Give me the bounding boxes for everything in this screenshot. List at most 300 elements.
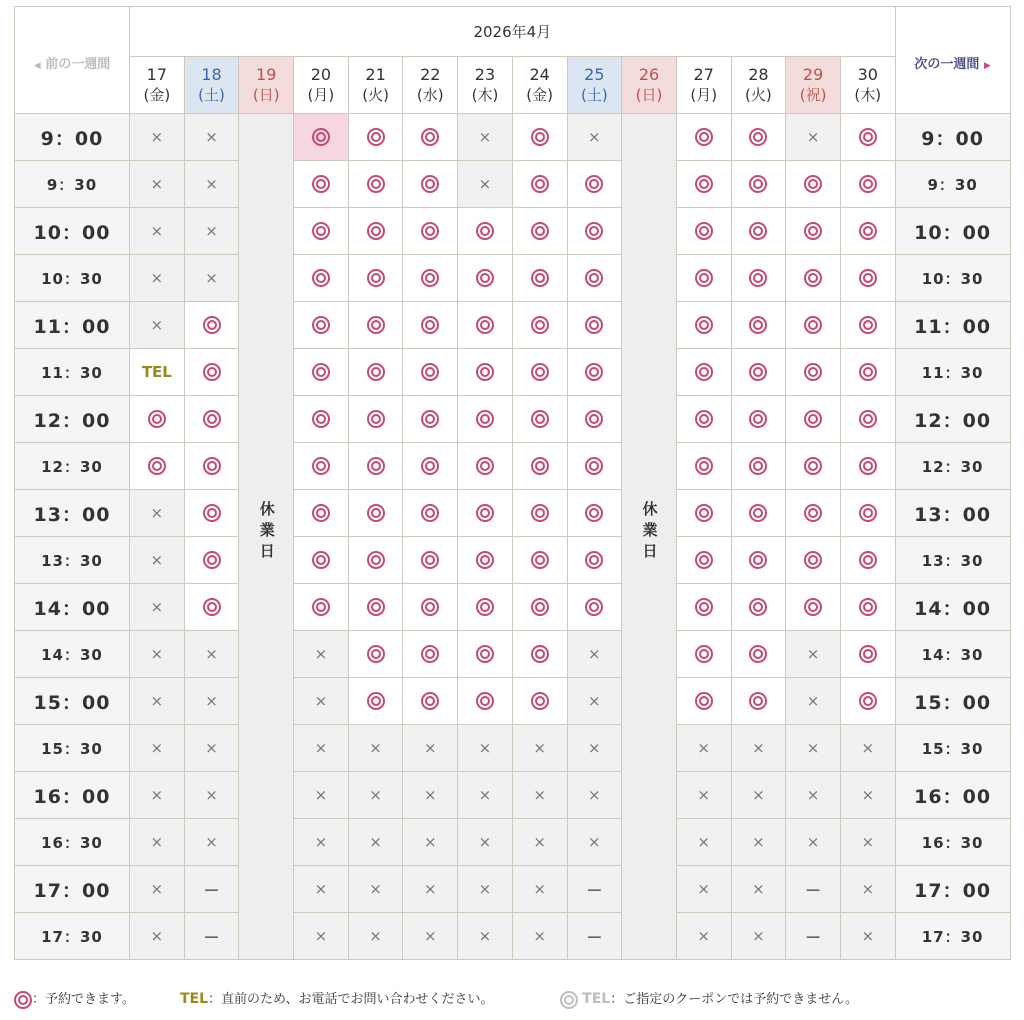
slot-unavailable: × (403, 819, 458, 866)
double-circle-icon (148, 457, 166, 475)
slot-unavailable: × (130, 584, 185, 631)
slot-unavailable: × (403, 866, 458, 913)
slot-unavailable: × (184, 114, 239, 161)
slot-available[interactable] (840, 208, 895, 255)
double-circle-icon (421, 692, 439, 710)
double-circle-icon (804, 222, 822, 240)
time-label-left: 10：00 (15, 208, 130, 255)
slot-available[interactable] (676, 302, 731, 349)
slot-available[interactable] (348, 396, 403, 443)
slot-unavailable: × (130, 819, 185, 866)
slot-available[interactable] (403, 678, 458, 725)
slot-available[interactable] (512, 490, 567, 537)
double-circle-icon (531, 363, 549, 381)
day-of-week: (木) (854, 86, 882, 104)
slot-available[interactable] (458, 208, 513, 255)
slot-available[interactable] (458, 302, 513, 349)
time-slot-grid (15, 114, 1011, 960)
slot-unavailable: × (348, 725, 403, 772)
day-header-29[interactable] (786, 57, 841, 114)
double-circle-icon (585, 551, 603, 569)
slot-available[interactable] (840, 161, 895, 208)
day-header-19[interactable] (239, 57, 294, 114)
day-header-23[interactable] (458, 57, 513, 114)
slot-tel[interactable]: TEL (130, 349, 185, 396)
double-circle-icon (695, 551, 713, 569)
day-header-28[interactable] (731, 57, 786, 114)
slot-available[interactable] (676, 349, 731, 396)
slot-unavailable: × (184, 819, 239, 866)
day-header-18[interactable] (184, 57, 239, 114)
slot-available[interactable] (512, 678, 567, 725)
double-circle-icon (367, 598, 385, 616)
double-circle-icon (804, 269, 822, 287)
slot-unavailable: × (130, 913, 185, 960)
slot-available[interactable] (348, 443, 403, 490)
time-label-left: 15：00 (15, 678, 130, 725)
double-circle-icon (312, 128, 330, 146)
slot-available[interactable] (403, 584, 458, 631)
slot-available[interactable] (731, 255, 786, 302)
slot-available[interactable] (567, 537, 622, 584)
slot-available[interactable] (840, 302, 895, 349)
slot-available[interactable] (567, 396, 622, 443)
slot-available[interactable] (786, 443, 841, 490)
double-circle-icon (859, 363, 877, 381)
time-label-right: 12：30 (895, 443, 1010, 490)
double-circle-icon (695, 175, 713, 193)
day-number: 24 (529, 65, 550, 84)
slot-available[interactable] (403, 255, 458, 302)
time-label-left: 9：30 (15, 161, 130, 208)
day-header-17[interactable] (130, 57, 185, 114)
slot-unavailable: × (130, 631, 185, 678)
double-circle-icon (531, 269, 549, 287)
legend-available (14, 988, 135, 1009)
day-of-week: (日) (635, 86, 663, 104)
slot-available[interactable] (403, 114, 458, 161)
day-header-30[interactable] (840, 57, 895, 114)
slot-available[interactable] (348, 584, 403, 631)
double-circle-icon (421, 175, 439, 193)
slot-unavailable: × (458, 161, 513, 208)
double-circle-icon (749, 410, 767, 428)
slot-available[interactable] (731, 537, 786, 584)
legend-tel-label: TEL (180, 991, 209, 1007)
double-circle-icon (749, 692, 767, 710)
double-circle-icon (531, 222, 549, 240)
slot-available[interactable] (786, 349, 841, 396)
next-week-link[interactable] (914, 53, 990, 72)
double-circle-icon (804, 316, 822, 334)
prev-week-link[interactable] (34, 53, 110, 72)
slot-available[interactable] (786, 396, 841, 443)
double-circle-icon (859, 598, 877, 616)
slot-unavailable: × (184, 631, 239, 678)
day-header-22[interactable] (403, 57, 458, 114)
day-number: 29 (802, 65, 824, 84)
slot-unavailable: × (403, 913, 458, 960)
double-circle-icon (14, 991, 32, 1009)
time-row (15, 161, 1011, 208)
slot-available[interactable] (184, 584, 239, 631)
slot-unavailable: × (130, 537, 185, 584)
slot-available[interactable] (567, 490, 622, 537)
double-circle-icon (585, 222, 603, 240)
slot-available[interactable] (512, 537, 567, 584)
double-circle-icon (367, 504, 385, 522)
slot-available[interactable] (403, 490, 458, 537)
double-circle-icon (476, 410, 494, 428)
day-header-27[interactable] (676, 57, 731, 114)
time-label-left: 11：30 (15, 349, 130, 396)
day-header-26[interactable] (622, 57, 677, 114)
slot-available[interactable] (786, 255, 841, 302)
double-circle-icon (312, 410, 330, 428)
slot-unavailable: × (512, 866, 567, 913)
slot-available[interactable] (786, 537, 841, 584)
double-circle-icon (804, 363, 822, 381)
slot-unavailable: × (512, 725, 567, 772)
slot-available[interactable] (458, 396, 513, 443)
slot-available[interactable] (840, 678, 895, 725)
double-circle-icon (421, 551, 439, 569)
slot-available[interactable] (294, 114, 349, 161)
slot-available[interactable] (840, 631, 895, 678)
time-label-left: 17：30 (15, 913, 130, 960)
slot-available[interactable] (567, 302, 622, 349)
time-row (15, 114, 1011, 161)
double-circle-icon (859, 316, 877, 334)
double-circle-icon (859, 175, 877, 193)
time-row (15, 349, 1011, 396)
double-circle-icon (585, 363, 603, 381)
slot-unavailable: × (348, 772, 403, 819)
time-label-left: 16：30 (15, 819, 130, 866)
slot-available[interactable] (512, 302, 567, 349)
slot-available[interactable] (294, 584, 349, 631)
slot-available[interactable] (676, 208, 731, 255)
slot-unavailable: × (786, 725, 841, 772)
slot-available[interactable] (403, 161, 458, 208)
double-circle-icon (367, 692, 385, 710)
slot-unavailable: × (184, 772, 239, 819)
slot-available[interactable] (676, 161, 731, 208)
slot-unavailable: × (403, 772, 458, 819)
day-number: 17 (146, 65, 168, 84)
slot-available[interactable] (567, 255, 622, 302)
time-row (15, 772, 1011, 819)
slot-available[interactable] (840, 396, 895, 443)
double-circle-icon (859, 222, 877, 240)
slot-available[interactable] (676, 114, 731, 161)
double-circle-icon (531, 457, 549, 475)
double-circle-icon (695, 410, 713, 428)
slot-unavailable: × (676, 866, 731, 913)
slot-available[interactable] (786, 302, 841, 349)
slot-available[interactable] (786, 161, 841, 208)
double-circle-icon (531, 551, 549, 569)
slot-available[interactable] (348, 208, 403, 255)
slot-available[interactable] (458, 255, 513, 302)
time-row (15, 302, 1011, 349)
double-circle-icon (312, 457, 330, 475)
double-circle-icon (749, 175, 767, 193)
slot-available[interactable] (403, 349, 458, 396)
double-circle-icon (749, 316, 767, 334)
slot-available[interactable] (512, 161, 567, 208)
double-circle-icon (531, 175, 549, 193)
double-circle-icon (804, 504, 822, 522)
double-circle-icon (203, 363, 221, 381)
slot-unavailable: × (458, 772, 513, 819)
slot-available[interactable] (458, 584, 513, 631)
slot-available[interactable] (403, 396, 458, 443)
slot-available[interactable] (348, 537, 403, 584)
slot-available[interactable] (731, 631, 786, 678)
day-number: 19 (256, 65, 277, 84)
legend-coupon-text: ：ご指定のクーポンでは予約できません。 (610, 992, 858, 1007)
slot-available[interactable] (512, 208, 567, 255)
time-label-left: 12：00 (15, 396, 130, 443)
double-circle-icon (367, 316, 385, 334)
slot-available[interactable] (294, 396, 349, 443)
slot-available[interactable] (840, 349, 895, 396)
double-circle-icon (749, 363, 767, 381)
double-circle-icon (859, 504, 877, 522)
slot-available[interactable] (348, 349, 403, 396)
double-circle-icon (367, 269, 385, 287)
double-circle-icon (531, 316, 549, 334)
slot-available[interactable] (458, 537, 513, 584)
slot-available[interactable] (348, 161, 403, 208)
slot-available[interactable] (348, 114, 403, 161)
slot-available[interactable] (676, 631, 731, 678)
time-label-left: 14：30 (15, 631, 130, 678)
slot-available[interactable] (840, 490, 895, 537)
double-circle-icon (804, 598, 822, 616)
slot-available[interactable] (731, 490, 786, 537)
slot-available[interactable] (348, 631, 403, 678)
slot-available[interactable] (567, 349, 622, 396)
slot-available[interactable] (403, 302, 458, 349)
time-row (15, 631, 1011, 678)
slot-available[interactable] (184, 490, 239, 537)
double-circle-icon (531, 504, 549, 522)
slot-available[interactable] (840, 443, 895, 490)
double-circle-icon (859, 269, 877, 287)
slot-available[interactable] (512, 114, 567, 161)
slot-unavailable: × (184, 255, 239, 302)
double-circle-icon (695, 504, 713, 522)
reservation-calendar (14, 6, 1011, 960)
time-label-left: 14：00 (15, 584, 130, 631)
prev-week-cell (15, 7, 130, 114)
slot-available[interactable] (184, 537, 239, 584)
slot-available[interactable] (731, 584, 786, 631)
slot-available[interactable] (786, 584, 841, 631)
double-circle-icon (421, 128, 439, 146)
slot-available[interactable] (403, 208, 458, 255)
slot-available[interactable] (731, 678, 786, 725)
slot-available[interactable] (348, 255, 403, 302)
slot-available[interactable] (840, 114, 895, 161)
slot-unavailable: × (130, 114, 185, 161)
slot-available[interactable] (512, 396, 567, 443)
time-label-left: 12：30 (15, 443, 130, 490)
slot-available[interactable] (567, 161, 622, 208)
time-label-left: 10：30 (15, 255, 130, 302)
day-of-week: (木) (471, 86, 499, 104)
slot-available[interactable] (294, 255, 349, 302)
slot-available[interactable] (403, 537, 458, 584)
time-label-left: 17：00 (15, 866, 130, 913)
slot-unavailable: × (676, 772, 731, 819)
slot-available[interactable] (294, 349, 349, 396)
slot-available[interactable] (512, 443, 567, 490)
slot-available[interactable] (403, 631, 458, 678)
slot-available[interactable] (567, 208, 622, 255)
slot-available[interactable] (731, 349, 786, 396)
double-circle-icon (312, 551, 330, 569)
slot-available[interactable] (458, 631, 513, 678)
slot-available[interactable] (184, 349, 239, 396)
time-label-right: 12：00 (895, 396, 1010, 443)
time-row (15, 678, 1011, 725)
double-circle-icon (203, 598, 221, 616)
slot-unavailable: × (130, 302, 185, 349)
slot-available[interactable] (731, 208, 786, 255)
slot-available[interactable] (294, 537, 349, 584)
slot-available[interactable] (786, 208, 841, 255)
arrow-left-icon: ◀ (33, 61, 41, 71)
day-number: 30 (857, 65, 878, 84)
double-circle-icon (695, 598, 713, 616)
slot-available[interactable] (348, 678, 403, 725)
double-circle-icon (531, 410, 549, 428)
slot-available[interactable] (567, 443, 622, 490)
slot-available[interactable] (676, 396, 731, 443)
double-circle-icon (421, 598, 439, 616)
slot-available[interactable] (130, 396, 185, 443)
time-label-right: 13：00 (895, 490, 1010, 537)
slot-available[interactable] (348, 490, 403, 537)
slot-available[interactable] (731, 443, 786, 490)
double-circle-icon (695, 363, 713, 381)
slot-available[interactable] (840, 255, 895, 302)
day-of-week: (月) (307, 86, 335, 104)
slot-available[interactable] (731, 302, 786, 349)
day-header-24[interactable] (512, 57, 567, 114)
slot-available[interactable] (184, 443, 239, 490)
closed-day-label: 休業日 (640, 500, 659, 564)
slot-available[interactable] (676, 255, 731, 302)
slot-available[interactable] (676, 537, 731, 584)
slot-available[interactable] (294, 302, 349, 349)
slot-available[interactable] (294, 443, 349, 490)
slot-available[interactable] (840, 584, 895, 631)
slot-available[interactable] (840, 537, 895, 584)
double-circle-icon (585, 457, 603, 475)
slot-unavailable: × (130, 255, 185, 302)
slot-unavailable: × (567, 678, 622, 725)
slot-available[interactable] (130, 443, 185, 490)
double-circle-icon (312, 598, 330, 616)
slot-available[interactable] (731, 396, 786, 443)
slot-available[interactable] (512, 349, 567, 396)
slot-available[interactable] (458, 443, 513, 490)
slot-unavailable: × (567, 772, 622, 819)
double-circle-icon (421, 410, 439, 428)
double-circle-icon (859, 551, 877, 569)
slot-none: － (184, 866, 239, 913)
time-label-right: 9：00 (895, 114, 1010, 161)
time-row (15, 866, 1011, 913)
slot-available[interactable] (676, 490, 731, 537)
slot-available[interactable] (731, 161, 786, 208)
day-header-25[interactable] (567, 57, 622, 114)
time-row (15, 537, 1011, 584)
slot-available[interactable] (184, 302, 239, 349)
slot-unavailable: × (840, 772, 895, 819)
day-number: 28 (748, 65, 769, 84)
day-header-20[interactable] (294, 57, 349, 114)
double-circle-icon (585, 410, 603, 428)
slot-available[interactable] (676, 443, 731, 490)
slot-available[interactable] (458, 678, 513, 725)
slot-available[interactable] (184, 396, 239, 443)
slot-available[interactable] (676, 584, 731, 631)
slot-available[interactable] (512, 584, 567, 631)
slot-available[interactable] (294, 161, 349, 208)
slot-available[interactable] (348, 302, 403, 349)
slot-available[interactable] (786, 490, 841, 537)
slot-available[interactable] (512, 631, 567, 678)
double-circle-icon (749, 457, 767, 475)
slot-available[interactable] (458, 349, 513, 396)
time-label-left: 13：30 (15, 537, 130, 584)
slot-available[interactable] (731, 114, 786, 161)
day-number: 18 (201, 65, 222, 84)
slot-available[interactable] (567, 584, 622, 631)
double-circle-icon (367, 457, 385, 475)
slot-unavailable: × (786, 114, 841, 161)
double-circle-icon (804, 551, 822, 569)
slot-available[interactable] (403, 443, 458, 490)
double-circle-icon (585, 598, 603, 616)
slot-unavailable: × (184, 161, 239, 208)
slot-unavailable: × (840, 913, 895, 960)
day-header-21[interactable] (348, 57, 403, 114)
slot-unavailable: × (348, 819, 403, 866)
time-row (15, 443, 1011, 490)
slot-unavailable: × (184, 678, 239, 725)
double-circle-icon (695, 457, 713, 475)
day-number: 26 (638, 65, 660, 84)
slot-available[interactable] (294, 208, 349, 255)
double-circle-icon (312, 316, 330, 334)
day-of-week: (火) (362, 86, 389, 104)
double-circle-icon (203, 410, 221, 428)
slot-available[interactable] (676, 678, 731, 725)
slot-available[interactable] (294, 490, 349, 537)
slot-unavailable: × (294, 772, 349, 819)
time-row (15, 396, 1011, 443)
slot-unavailable: × (512, 772, 567, 819)
time-label-right: 16：00 (895, 772, 1010, 819)
slot-available[interactable] (458, 490, 513, 537)
slot-available[interactable] (512, 255, 567, 302)
